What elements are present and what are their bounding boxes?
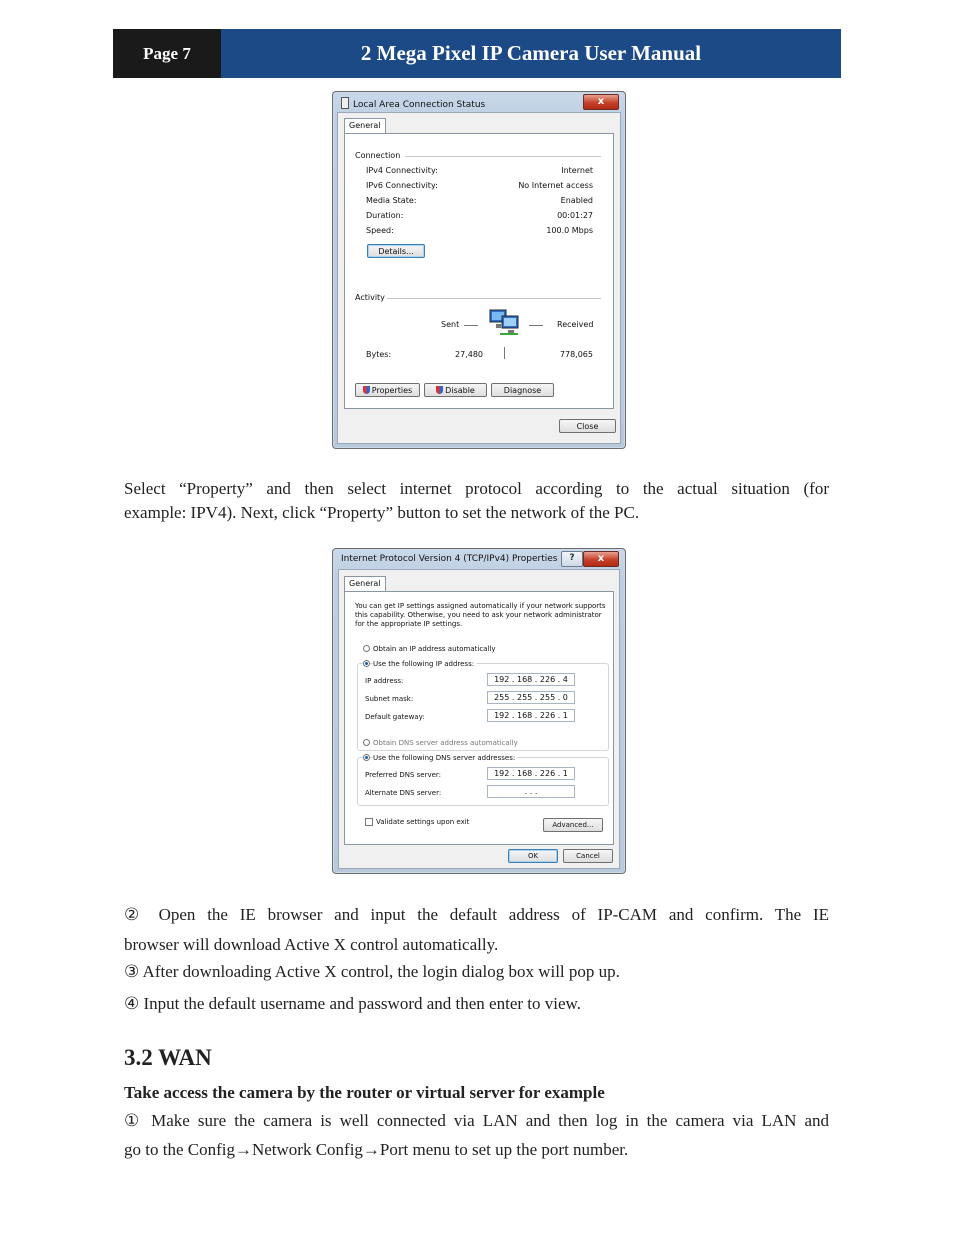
bytes-received-value: 778,065	[559, 350, 593, 359]
subnet-mask-input[interactable]: 255 . 255 . 255 . 0	[487, 691, 575, 704]
activity-separator	[504, 347, 505, 359]
status-general-panel	[344, 133, 614, 409]
ipv4-properties-window	[332, 548, 626, 874]
use-following-dns-label: Use the following DNS server addresses:	[373, 754, 516, 762]
tab-general[interactable]: General	[344, 576, 386, 591]
media-state-value: Enabled	[560, 196, 593, 205]
dns-group	[357, 757, 609, 806]
ipv4-intro-line2: this capability. Otherwise, you need to ask your network administrator	[355, 611, 602, 619]
page-number-label: Page 7	[113, 29, 221, 78]
connection-divider	[405, 156, 601, 157]
connection-group-label: Connection	[355, 151, 401, 160]
ip-address-label: IP address:	[365, 677, 404, 685]
activity-group-label: Activity	[355, 293, 385, 302]
wan-step-1-line2: go to the Config→Network Config→Port menu to set up the port number.	[124, 1140, 629, 1159]
media-state-label: Media State:	[366, 196, 417, 205]
step-3: ③ After downloading Active X control, the login dialog box will pop up.	[124, 962, 620, 981]
status-window	[332, 91, 626, 449]
bytes-sent-value: 27,480	[455, 350, 483, 359]
default-gateway-label: Default gateway:	[365, 713, 425, 721]
ipv6-connectivity-label: IPv6 Connectivity:	[366, 181, 438, 190]
ipv4-connectivity-value: Internet	[561, 166, 593, 175]
ipv4-window-client	[338, 569, 620, 869]
close-button[interactable]: Close	[559, 419, 616, 433]
alternate-dns-label: Alternate DNS server:	[365, 789, 442, 797]
ipv4-intro-line3: for the appropriate IP settings.	[355, 620, 463, 628]
advanced-button[interactable]: Advanced...	[543, 818, 603, 832]
subnet-mask-label: Subnet mask:	[365, 695, 414, 703]
tab-general[interactable]: General	[344, 118, 386, 133]
sent-line	[464, 325, 478, 326]
obtain-ip-auto-label: Obtain an IP address automatically	[373, 645, 496, 653]
validate-label: Validate settings upon exit	[376, 818, 470, 826]
ok-button[interactable]: OK	[508, 849, 558, 863]
details-button[interactable]: Details...	[367, 244, 425, 258]
use-following-dns-radio[interactable]	[363, 754, 370, 761]
section-heading: 3.2 WAN	[124, 1045, 212, 1070]
wan-step-1-line1: ① Make sure the camera is well connected via LAN and then log in the camera via LAN and	[124, 1111, 829, 1130]
properties-button[interactable]: Properties	[355, 383, 420, 397]
window-close-button[interactable]: x	[583, 551, 619, 567]
ipv4-intro-line1: You can get IP settings assigned automatically if your network supports	[355, 602, 606, 610]
step-2-line2: browser will download Active X control automatically.	[124, 935, 499, 954]
ipv6-connectivity-value: No Internet access	[518, 181, 593, 190]
speed-value: 100.0 Mbps	[546, 226, 593, 235]
ipv4-general-panel	[344, 591, 614, 845]
sent-label: Sent	[441, 320, 460, 329]
received-label: Received	[557, 320, 594, 329]
use-following-ip-label: Use the following IP address:	[373, 660, 475, 668]
received-line	[529, 325, 543, 326]
uac-shield-icon	[363, 386, 370, 394]
duration-label: Duration:	[366, 211, 404, 220]
bytes-label: Bytes:	[366, 350, 392, 359]
disable-button[interactable]: Disable	[424, 383, 487, 397]
uac-shield-icon	[436, 386, 443, 394]
activity-divider	[387, 298, 601, 299]
validate-checkbox[interactable]	[365, 818, 373, 826]
ipv4-window-title: Internet Protocol Version 4 (TCP/IPv4) Properties	[341, 554, 558, 564]
step-2-line1: ② Open the IE browser and input the default address of IP-CAM and confirm. The IE	[124, 905, 829, 924]
network-adapter-icon	[341, 97, 349, 109]
preferred-dns-label: Preferred DNS server:	[365, 771, 442, 779]
speed-label: Speed:	[366, 226, 394, 235]
obtain-ip-auto-radio[interactable]	[363, 645, 370, 652]
diagnose-button[interactable]: Diagnose	[491, 383, 554, 397]
step-4: ④ Input the default username and password and then enter to view.	[124, 994, 581, 1013]
alternate-dns-input[interactable]: . . .	[487, 785, 575, 798]
window-help-button[interactable]: ?	[561, 551, 583, 567]
ip-address-input[interactable]: 192 . 168 . 226 . 4	[487, 673, 575, 686]
obtain-dns-auto-label: Obtain DNS server address automatically	[373, 739, 518, 747]
obtain-dns-auto-radio[interactable]	[363, 739, 370, 746]
default-gateway-input[interactable]: 192 . 168 . 226 . 1	[487, 709, 575, 722]
cancel-button[interactable]: Cancel	[563, 849, 613, 863]
instruction-paragraph-line2: example: IPV4). Next, click “Property” button to set the network of the PC.	[124, 503, 640, 522]
use-following-ip-radio[interactable]	[363, 660, 370, 667]
status-window-client	[337, 112, 621, 444]
network-computers-icon	[488, 307, 524, 339]
section-subheading: Take access the camera by the router or virtual server for example	[124, 1083, 605, 1102]
duration-value: 00:01:27	[557, 211, 593, 220]
status-window-title: Local Area Connection Status	[341, 97, 485, 110]
manual-title: 2 Mega Pixel IP Camera User Manual	[221, 29, 841, 78]
preferred-dns-input[interactable]: 192 . 168 . 226 . 1	[487, 767, 575, 780]
instruction-paragraph-line1: Select “Property” and then select internet protocol according to the actual situation (for	[124, 479, 829, 498]
ipv4-connectivity-label: IPv4 Connectivity:	[366, 166, 438, 175]
window-close-button[interactable]: x	[583, 94, 619, 110]
